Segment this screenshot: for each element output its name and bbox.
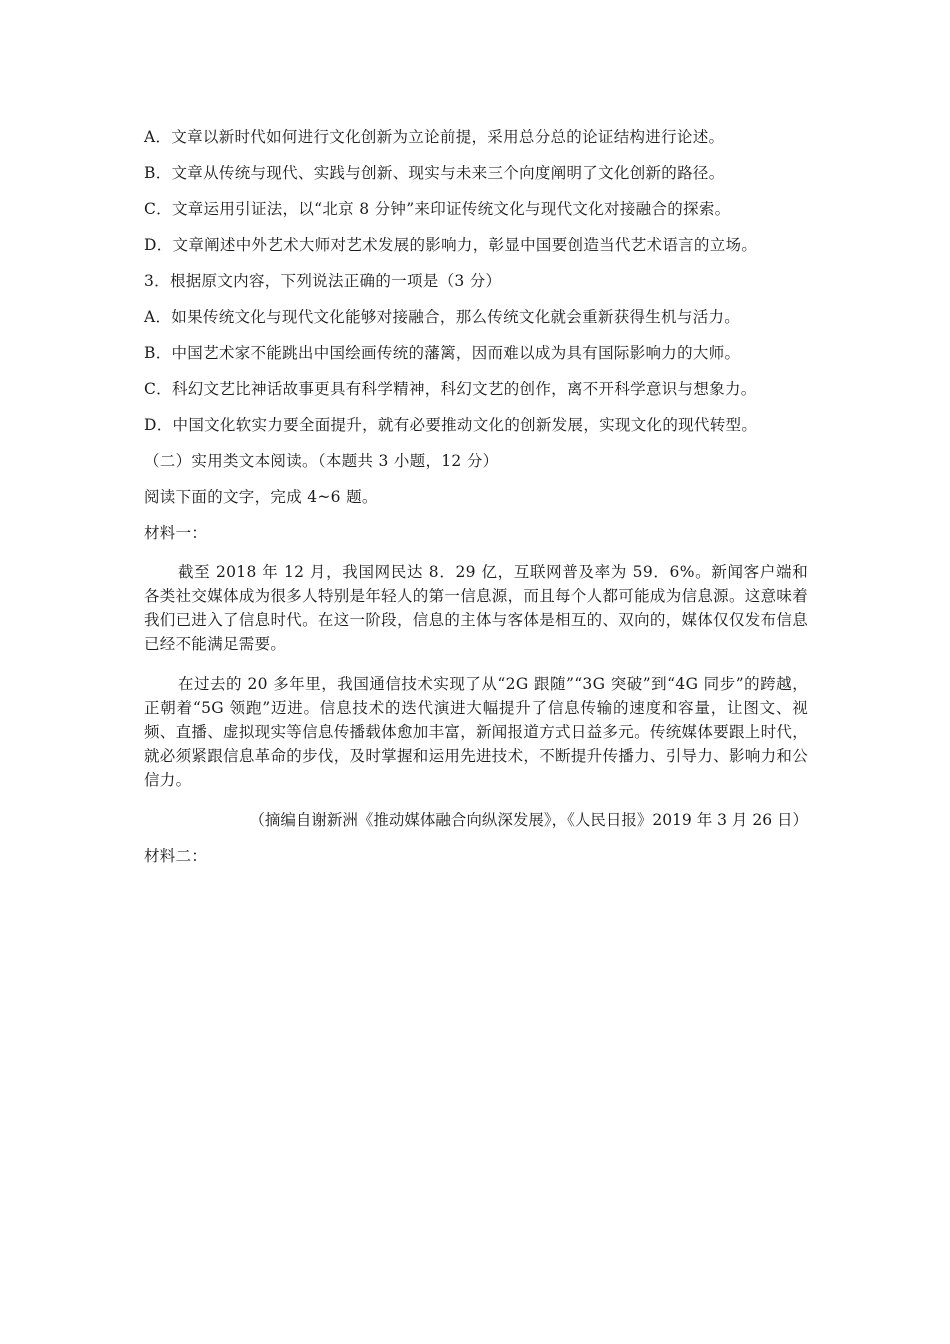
q3-option-a: A．如果传统文化与现代文化能够对接融合，那么传统文化就会重新获得生机与活力。 — [144, 308, 741, 326]
q3-option-b: B．中国艺术家不能跳出中国绘画传统的藩篱，因而难以成为具有国际影响力的大师。 — [144, 344, 741, 362]
section-heading: （二）实用类文本阅读。（本题共 3 小题，12 分） — [144, 452, 499, 470]
q3-option-d: D．中国文化软实力要全面提升，就有必要推动文化的创新发展，实现文化的现代转型。 — [144, 416, 758, 434]
material-one-paragraph: 截至 2018 年 12 月，我国网民达 8．29 亿，互联网普及率为 59．6%。新闻客户端和各类社交媒体成为很多人特别是年轻人的第一信息源，而且每个人都可能成为信息源。这意味着我们已进入了信息时代。在这一阶段，信息的主体与客体是相互的、双向的，媒体仅仅发布信息已经不能满足需要。 — [144, 563, 808, 653]
material-two-label: 材料二： — [144, 847, 208, 865]
q2-option-b: B．文章从传统与现代、实践与创新、现实与未来三个向度阐明了文化创新的路径。 — [144, 164, 725, 182]
q2-option-d: D．文章阐述中外艺术大师对艺术发展的影响力，彰显中国要创造当代艺术语言的立场。 — [144, 236, 758, 254]
q3-option-c: C．科幻文艺比神话故事更具有科学精神，科幻文艺的创作，离不开科学意识与想象力。 — [144, 380, 757, 398]
q2-option-c: C．文章运用引证法，以“北京 8 分钟”来印证传统文化与现代文化对接融合的探索。 — [144, 200, 731, 218]
reading-instruction: 阅读下面的文字，完成 4~6 题。 — [144, 488, 378, 506]
q3-stem: 3．根据原文内容，下列说法正确的一项是（3 分） — [144, 272, 502, 290]
material-one-source: （摘编自谢新洲《推动媒体融合向纵深发展》，《人民日报》2019 年 3 月 26 日） — [249, 811, 808, 829]
material-one-label: 材料一： — [144, 524, 208, 542]
q2-option-a: A．文章以新时代如何进行文化创新为立论前提，采用总分总的论证结构进行论述。 — [144, 128, 725, 146]
material-one-paragraph: 在过去的 20 多年里，我国通信技术实现了从“2G 跟随”“3G 突破”到“4G 同步”的跨越，正朝着“5G 领跑”迈进。信息技术的迭代演进大幅提升了信息传输的速度和容量，让图文、视频、直播、虚拟现实等信息传播载体愈加丰富，新闻报道方式日益多元。传统媒体要跟上时代，就必须紧跟信息革命的步伐，及时掌握和运用先进技术，不断提升传播力、引导力、影响力和公信力。 — [144, 675, 808, 789]
